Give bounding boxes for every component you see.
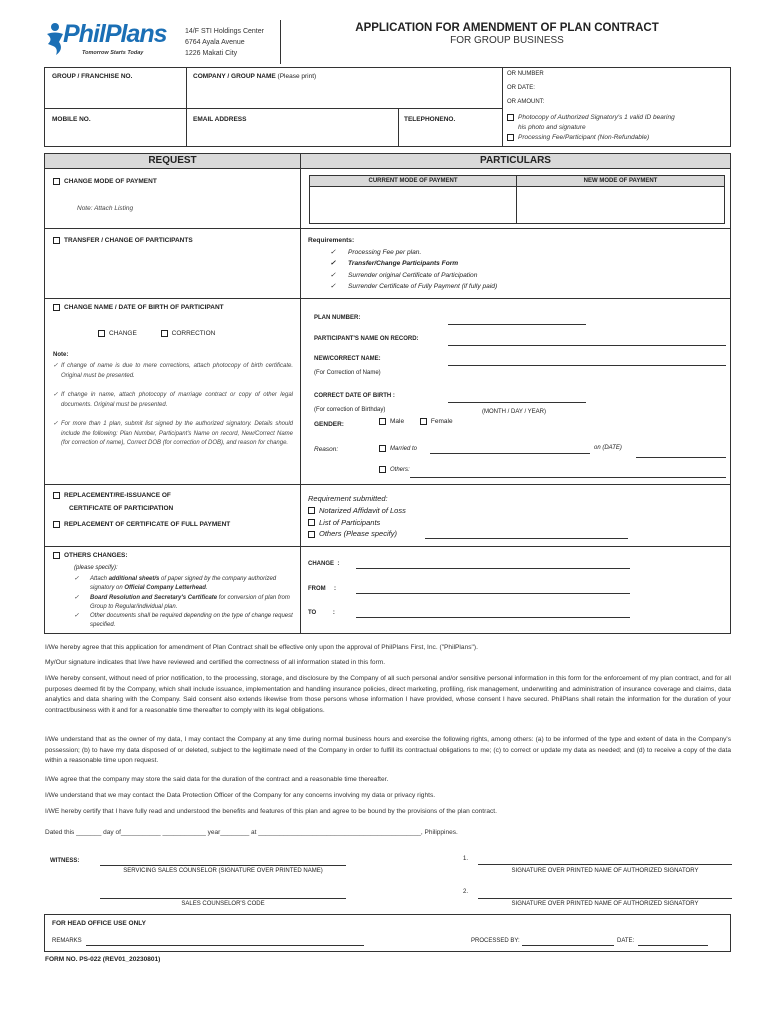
change-name-option[interactable] (53, 304, 224, 311)
others-reason-field[interactable] (410, 477, 726, 478)
change-text: CHANGE (109, 330, 137, 338)
others-specify-field[interactable] (425, 538, 628, 539)
change-name-label: CHANGE NAME / DATE OF BIRTH OF PARTICIPANT (64, 304, 224, 312)
sales-counselor-caption: SERVICING SALES COUNSELOR (SIGNATURE OVER PRINTED NAME) (123, 868, 323, 874)
agreement-paragraph: I/We understand that as the owner of my data, I may contact the Company at any time during normal business hours and exercise the following rights, among others: (a) to be informed of the type and extent of data in the Company's possession; (b) to have my data disposed of or deleted, subject to the legitimate need of the Company in order to fulfill its contractual obligations to me; (c) to correct or update my data as needed; and (d) to receive a copy of the data within a reasonable time upon request. (45, 736, 731, 764)
to-field-label: TO : (308, 610, 335, 616)
name-note: If change of name is due to mere corrections, attach photocopy of birth certificate. Original must be presented. (61, 363, 293, 379)
change-name-checkbox[interactable] (53, 304, 60, 311)
replacement-cfp-checkbox[interactable] (53, 521, 60, 528)
replacement-label-2: REPLACEMENT OF CERTIFICATE OF FULL PAYMENT (64, 521, 231, 529)
logo-tagline: Tomorrow Starts Today (82, 50, 144, 56)
change-mode-label: CHANGE MODE OF PAYMENT (64, 178, 157, 186)
company-name-hint: (Please print) (277, 73, 317, 80)
dob-label: CORRECT DATE OF BIRTH : (314, 393, 395, 399)
name-note: For more than 1 plan, submit list signed by the authorized signatory. Details should include the following: Plan Number, Participant's Name on record, New/Correct Name (for correction of name), Correct DOB (for correction of DOB), and reason for change. (61, 421, 293, 446)
change-field[interactable] (356, 568, 630, 569)
on-date-label: on (DATE) (594, 445, 622, 451)
company-logo (44, 20, 184, 58)
company-name-label-text: COMPANY / GROUP NAME (193, 73, 276, 80)
form-title: APPLICATION FOR AMENDMENT OF PLAN CONTRACT (355, 22, 659, 34)
signatory-number-2: 2. (463, 889, 469, 895)
replacement-cop-option[interactable] (53, 489, 173, 515)
dob-field[interactable] (448, 402, 586, 403)
address-line: 1226 Makati City (185, 50, 238, 57)
change-type-options (98, 330, 215, 337)
affidavit-checkbox[interactable] (308, 507, 315, 514)
mobile-label: MOBILE NO. (52, 116, 91, 123)
name-notes (53, 362, 293, 449)
particulars-header: PARTICULARS (480, 155, 551, 166)
remarks-field[interactable] (86, 945, 364, 946)
company-name-label (193, 73, 316, 80)
others-hint: (please specify): (74, 565, 118, 571)
participant-name-label: PARTICIPANT'S NAME ON RECORD: (314, 336, 419, 342)
replacement-req-title: Requirement submitted: (308, 494, 388, 503)
check-icon: ✓ (330, 283, 336, 290)
check-icon: ✓ (74, 613, 80, 620)
agreement-paragraph: I/WE hereby certify that I have fully read and understood the benefits and features of this plan and agree to be bound by the provisions of the plan contract. (45, 808, 497, 815)
married-checkbox[interactable] (379, 445, 386, 452)
reason-label: Reason: (314, 446, 339, 453)
head-office-title: FOR HEAD OFFICE USE ONLY (52, 920, 147, 927)
others-item: Attach additional sheet/s of paper signed by the company authorized signatory on Official Company Letterhead. (90, 576, 277, 592)
check-icon: ✓ (53, 363, 59, 369)
sales-code-field[interactable] (100, 898, 346, 899)
head-office-box (44, 914, 731, 952)
requirement-item: Processing Fee per plan. (348, 248, 422, 256)
transfer-requirements (308, 235, 497, 293)
form-subtitle: FOR GROUP BUSINESS (450, 35, 564, 46)
agreement-paragraph: My/Our signature indicates that I/we have reviewed and certified the correctness of all information stated in this form. (45, 659, 386, 666)
authorized-signatory-1-field[interactable] (478, 864, 732, 865)
id-req-text-2: his photo and signature (518, 124, 586, 131)
or-date-label: OR DATE: (507, 85, 535, 91)
requirement-item: Transfer/Change Participants Form (348, 260, 459, 267)
group-franchise-label: GROUP / FRANCHISE NO. (52, 73, 133, 80)
male-checkbox[interactable] (379, 418, 386, 425)
requirements-title: Requirements: (308, 237, 355, 244)
change-field-label: CHANGE : (308, 561, 340, 567)
replacement-req: Notarized Affidavit of Loss (319, 505, 406, 515)
name-note: If change in name, attach photocopy of marriage contract or copy of other legal documents. Original must be presented. (61, 392, 293, 408)
replacement-req: List of Participants (319, 517, 381, 527)
check-icon: ✓ (330, 248, 336, 256)
agreement-paragraph: I/We agree that the company may store the said data for the duration of the contract and a reasonable time thereafter. (45, 776, 389, 783)
new-name-field[interactable] (448, 365, 726, 366)
fee-checkbox[interactable] (507, 134, 514, 141)
change-mode-checkbox[interactable] (53, 178, 60, 185)
gender-label: GENDER: (314, 421, 344, 428)
current-mode-field[interactable] (310, 187, 515, 223)
dob-format: (MONTH / DAY / YEAR) (482, 409, 547, 415)
check-icon: ✓ (330, 260, 336, 267)
others-changes-checkbox[interactable] (53, 552, 60, 559)
agreement-paragraph: I/We hereby agree that this application for amendment of Plan Contract shall be effective only upon the approval of PhilPlans First, Inc. ("PhilPlans"). (45, 644, 478, 651)
request-header: REQUEST (148, 155, 197, 166)
others-changes-option[interactable] (53, 552, 128, 559)
others-changes-label: OTHERS CHANGES: (64, 552, 128, 560)
or-amount-label: OR AMOUNT: (507, 99, 545, 105)
authorized-signatory-2-caption: SIGNATURE OVER PRINTED NAME OF AUTHORIZED SIGNATORY (511, 901, 699, 907)
processed-by-field[interactable] (522, 945, 614, 946)
plan-number-field[interactable] (448, 324, 586, 325)
others-item: Other documents shall be required depending on the type of change request specified. (90, 613, 293, 629)
check-icon: ✓ (53, 392, 59, 398)
company-address (185, 26, 264, 59)
email-label: EMAIL ADDRESS (193, 116, 247, 123)
dob-hint: (For correction of Birthday) (314, 407, 386, 413)
id-checkbox[interactable] (507, 114, 514, 121)
plan-number-label: PLAN NUMBER: (314, 315, 361, 321)
requirement-item: Surrender Certificate of Fully Payment (if fully paid) (348, 283, 498, 290)
others-items (74, 575, 296, 631)
agreement-paragraph: I/We understand that we may contact the Data Protection Officer of the Company for any concerns involving my data or privacy rights. (45, 792, 436, 799)
name-note-title: Note: (53, 352, 69, 358)
address-line: 6764 Ayala Avenue (185, 39, 245, 46)
processed-by-label: PROCESSED BY: (471, 938, 520, 944)
others-text: Others: (390, 467, 410, 474)
check-icon: ✓ (74, 594, 80, 601)
correction-checkbox[interactable] (161, 330, 168, 337)
new-name-hint: (For Correction of Name) (314, 370, 381, 376)
transfer-checkbox[interactable] (53, 237, 60, 244)
from-field-label: FROM : (308, 586, 337, 592)
signatory-number-1: 1. (463, 856, 469, 862)
requirement-item: Surrender original Certificate of Participation (348, 271, 478, 279)
male-text: Male (390, 418, 405, 426)
telephone-label: TELEPHONENO. (404, 116, 456, 123)
married-option[interactable] (379, 445, 417, 452)
replacement-cfp-option[interactable] (53, 521, 230, 528)
mode-note: Note: Attach Listing (77, 205, 134, 212)
others-item: Board Resolution and Secretary's Certificate for conversion of plan from Group to Regular/individual plan. (90, 594, 290, 610)
married-to-field[interactable] (430, 453, 590, 454)
to-field[interactable] (356, 617, 630, 618)
participant-name-field[interactable] (448, 345, 726, 346)
replacement-label-1: REPLACEMENT/RE-ISSUANCE OF (64, 492, 171, 499)
female-text: Female (430, 418, 453, 426)
new-mode-field[interactable] (517, 187, 724, 223)
change-checkbox[interactable] (98, 330, 105, 337)
authorized-signatory-1-caption: SIGNATURE OVER PRINTED NAME OF AUTHORIZED SIGNATORY (511, 868, 699, 874)
new-name-label: NEW/CORRECT NAME: (314, 356, 381, 362)
replacement-requirements (308, 493, 406, 540)
female-checkbox[interactable] (420, 418, 427, 425)
correction-text: CORRECTION (171, 330, 216, 338)
agreement-paragraph: I/We hereby consent, without need of prior notification, to the processing, storage, and disclosure by the Company of all such personal and/or sensitive personal information in this form for the enforcement of my plan contract, and for all purposes deemed fit by the Company, which shall include issuance, implementation and handling insurance policies, direct marketing, profiling, risk management, underwriting and administration of insurance coverage and claims, data analytics and data sharing with the Company. Said consent also extends likewise from those persons whose information I have provided, whose consent I have secured. PhilPlans shall retain the information for the duration of your contract/business with it and for a reasonable time thereafter to comply with its legal obligations. (45, 675, 731, 714)
transfer-label: TRANSFER / CHANGE OF PARTICIPANTS (64, 237, 193, 245)
on-date-field[interactable] (636, 457, 726, 458)
change-mode-option[interactable] (53, 178, 157, 185)
list-checkbox[interactable] (308, 519, 315, 526)
authorized-signatory-2-field[interactable] (478, 898, 732, 899)
sales-code-caption: SALES COUNSELOR'S CODE (181, 901, 265, 907)
remarks-label: REMARKS (52, 938, 82, 944)
others-checkbox[interactable] (379, 466, 386, 473)
check-icon: ✓ (53, 421, 59, 427)
form-number: FORM NO. PS-022 (REV01_20230801) (45, 956, 161, 963)
fee-req-text: Processing Fee/Participant (Non-Refundable) (518, 134, 650, 141)
check-icon: ✓ (330, 271, 336, 279)
from-field[interactable] (356, 593, 630, 594)
or-number-label: OR NUMBER (507, 71, 544, 77)
replacement-cop-checkbox[interactable] (53, 492, 60, 499)
married-text: Married to (390, 446, 418, 453)
others-option[interactable] (379, 466, 410, 473)
sales-counselor-signature-field[interactable] (100, 865, 346, 866)
gender-options (379, 418, 453, 425)
address-line: 14/F STI Holdings Center (185, 28, 264, 35)
replacement-label-1b: CERTIFICATE OF PARTICIPATION (69, 505, 174, 512)
new-mode-header: NEW MODE OF PAYMENT (583, 178, 658, 184)
id-requirement (507, 113, 675, 143)
others-specify-checkbox[interactable] (308, 531, 315, 538)
date-label: DATE: (617, 938, 635, 944)
witness-label: WITNESS: (50, 858, 80, 864)
transfer-option[interactable] (53, 237, 193, 244)
replacement-req: Others (Please specify) (319, 529, 397, 539)
check-icon: ✓ (74, 576, 80, 582)
logo-text: PhilPlans (63, 20, 167, 48)
id-req-text: Photocopy of Authorized Signatory's 1 valid ID bearing (518, 114, 675, 121)
date-field[interactable] (638, 945, 708, 946)
dated-line[interactable]: Dated this _______ day of___________ ____________ year________ at _____________________________________________, Philippines. (45, 829, 458, 836)
current-mode-header: CURRENT MODE OF PAYMENT (368, 178, 458, 184)
